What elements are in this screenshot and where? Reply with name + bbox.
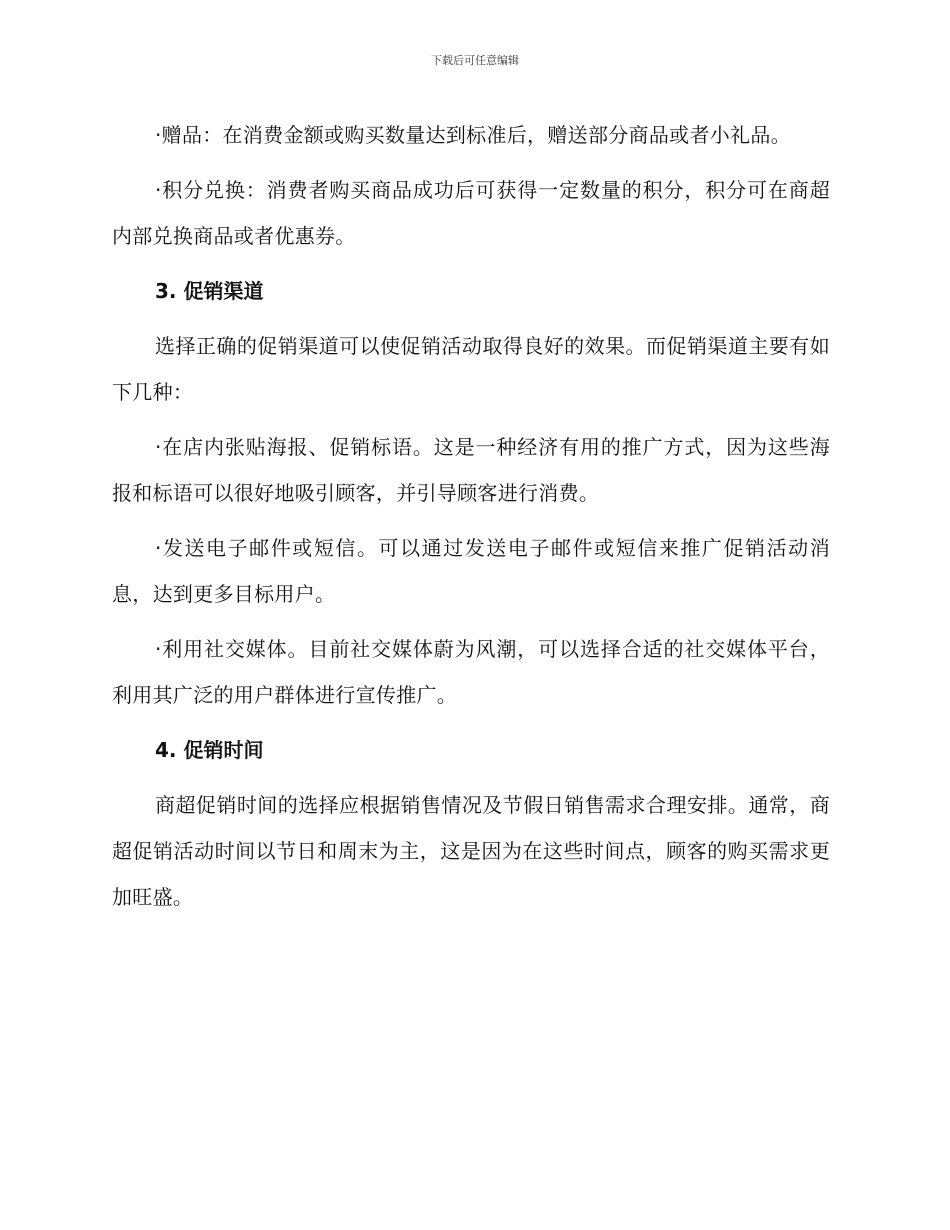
paragraph-gift: ·赠品：在消费金额或购买数量达到标准后，赠送部分商品或者小礼品。 <box>155 123 791 147</box>
document-body <box>112 112 830 929</box>
paragraph-channel-email: ·发送电子邮件或短信。可以通过发送电子邮件或短信来推广促销活动消息，达到更多目标用户。 <box>112 536 830 606</box>
paragraph-points-exchange: ·积分兑换：消费者购买商品成功后可获得一定数量的积分，积分可在商超内部兑换商品或者优惠券。 <box>112 178 830 248</box>
section-heading-promotion-timing: 4. 促销时间 <box>155 738 264 762</box>
paragraph-timing: 商超促销时间的选择应根据销售情况及节假日销售需求合理安排。通常，商超促销活动时间以节日和周末为主，这是因为在这些时间点，顾客的购买需求更加旺盛。 <box>112 793 830 909</box>
page-header-note: 下载后可任意编辑 <box>431 54 519 67</box>
paragraph-channel-posters: ·在店内张贴海报、促销标语。这是一种经济有用的推广方式，因为这些海报和标语可以很好地吸引顾客，并引导顾客进行消费。 <box>112 435 830 505</box>
paragraph-channel-social-media: ·利用社交媒体。目前社交媒体蔚为风潮，可以选择合适的社交媒体平台，利用其广泛的用户群体进行宣传推广。 <box>112 637 830 707</box>
paragraph-channels-intro: 选择正确的促销渠道可以使促销活动取得良好的效果。而促销渠道主要有如下几种： <box>112 334 830 404</box>
section-heading-promotion-channels: 3. 促销渠道 <box>155 279 264 303</box>
